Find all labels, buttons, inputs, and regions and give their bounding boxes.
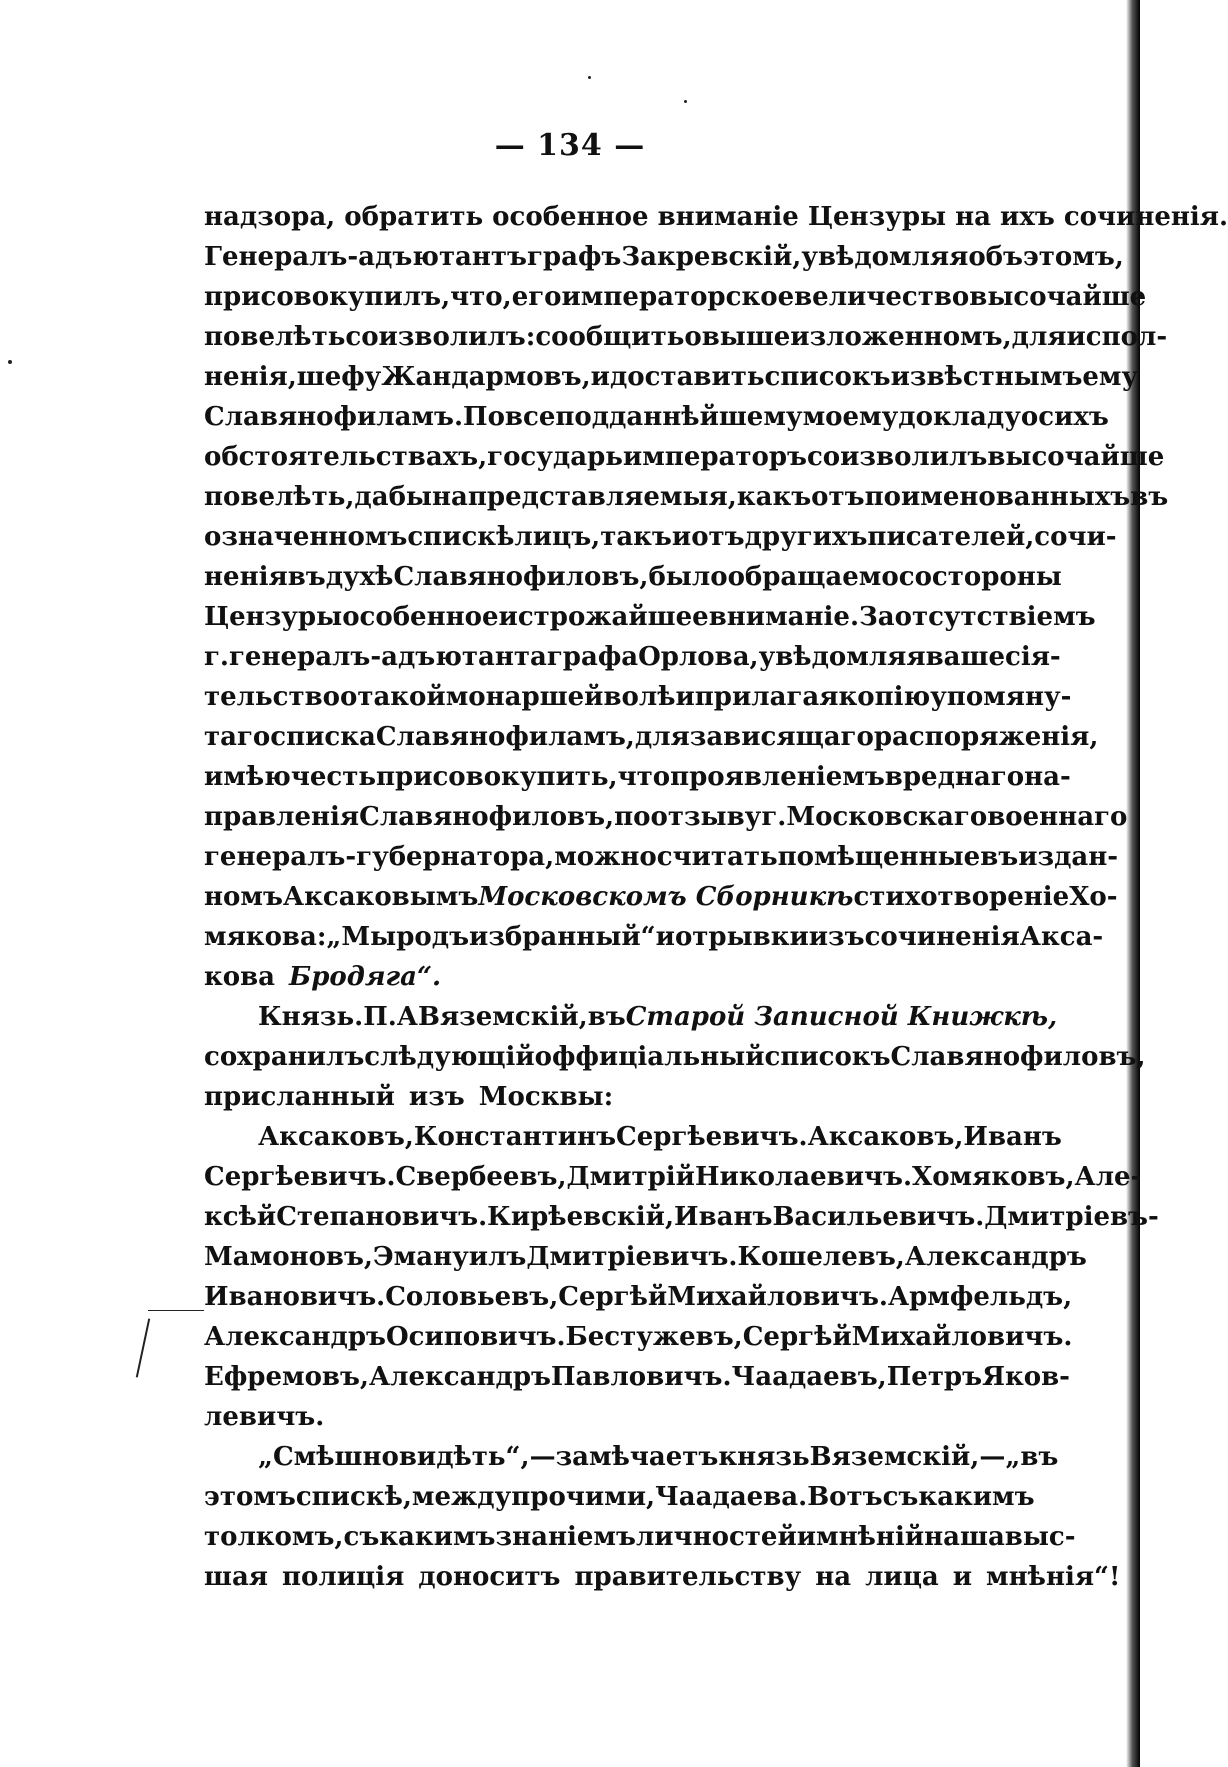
text-word: избранный“ xyxy=(469,922,656,952)
text-word: г. xyxy=(761,802,787,832)
text-word: Вотъ xyxy=(807,1482,883,1512)
text-line xyxy=(204,1477,1035,1517)
page-edge-shadow xyxy=(1126,0,1140,1767)
text-word: Сергѣевичъ. xyxy=(616,1122,808,1152)
text-line xyxy=(204,397,1109,437)
scan-speck xyxy=(8,360,12,364)
text-word: какимъ xyxy=(918,1482,1035,1512)
text-word: и xyxy=(590,362,610,392)
text-line xyxy=(204,1157,1142,1197)
text-word: повелѣть xyxy=(204,322,346,352)
text-word: Але- xyxy=(1074,1162,1142,1192)
text-word: генералъ-губернатора, xyxy=(204,842,555,872)
text-word: означенномъ xyxy=(204,522,408,552)
text-word: ксѣй xyxy=(204,1202,277,1232)
text-word: — xyxy=(979,1442,1006,1472)
text-word: г. xyxy=(204,642,229,672)
text-word: представляемыя, xyxy=(467,482,737,512)
page-number: — 134 — xyxy=(494,128,646,163)
text-word: высочайше xyxy=(987,442,1165,472)
text-word: строжайшее xyxy=(517,602,709,632)
text-word: Иванъ xyxy=(963,1122,1062,1152)
text-word: прочими, xyxy=(511,1482,656,1512)
text-word: Кирѣевскій, xyxy=(487,1202,674,1232)
text-word: соизволилъ xyxy=(806,442,988,472)
text-word: Михайловичъ. xyxy=(851,1322,1073,1352)
text-word: о xyxy=(684,322,702,352)
text-word: Соловьевъ, xyxy=(385,1282,559,1312)
text-word: Акса- xyxy=(1019,922,1104,952)
text-word: мякова: xyxy=(204,922,327,952)
text-word: съ xyxy=(343,1522,380,1552)
text-word: Константинъ xyxy=(413,1122,617,1152)
text-word: такой xyxy=(357,682,446,712)
text-word: со xyxy=(898,562,932,592)
text-word: вниманіе. xyxy=(708,602,860,632)
text-word: сихъ xyxy=(1038,402,1109,432)
text-line xyxy=(204,1237,1087,1277)
text-line xyxy=(204,877,1118,917)
text-word: духѣ xyxy=(325,562,394,592)
text-word: отъ xyxy=(691,522,745,552)
text-word: доставить xyxy=(609,362,765,392)
text-word: Ефремовъ, xyxy=(204,1362,369,1392)
text-word: упомяну- xyxy=(930,682,1072,712)
text-word: Жандармовъ, xyxy=(381,362,591,392)
text-word: Александръ xyxy=(204,1322,386,1352)
text-word: дабы xyxy=(354,482,432,512)
text-word: повелѣть, xyxy=(204,482,355,512)
text-word: соизволилъ: xyxy=(345,322,536,352)
text-word: помѣщенные xyxy=(777,842,981,872)
margin-pencil-mark xyxy=(148,1310,204,1311)
text-line xyxy=(204,1557,1121,1597)
text-word: „въ xyxy=(1005,1442,1059,1472)
text-word: Сергѣй xyxy=(742,1322,852,1352)
text-word: сія- xyxy=(1005,642,1061,672)
text-word: ненія xyxy=(204,562,288,592)
text-word: Чаадаевъ, xyxy=(731,1362,887,1392)
text-word: отзыву xyxy=(650,802,762,832)
text-word: генералъ-адъютанта xyxy=(228,642,547,672)
text-word: вышеизложенномъ, xyxy=(701,322,1012,352)
text-word: въ xyxy=(980,842,1019,872)
text-line xyxy=(204,837,1119,877)
text-word: Сергѣй xyxy=(558,1282,668,1312)
text-word: толкомъ, xyxy=(204,1522,344,1552)
text-word: увѣдомляя xyxy=(758,642,926,672)
text-word: писателей, xyxy=(867,522,1035,552)
text-word: съ xyxy=(882,1482,919,1512)
text-word: Славянофиламъ. xyxy=(204,402,464,432)
text-word: какъ xyxy=(736,482,812,512)
text-word: лица xyxy=(865,1562,939,1592)
text-word: Аксаковъ, xyxy=(258,1122,414,1152)
text-line xyxy=(204,1317,1073,1357)
text-word: объ xyxy=(968,242,1023,272)
text-word: П. xyxy=(363,1002,397,1032)
text-word: распоряженія, xyxy=(873,722,1099,752)
text-word: списокъ xyxy=(764,362,891,392)
text-word: Павловичъ. xyxy=(550,1362,732,1392)
text-word: и xyxy=(498,602,518,632)
text-line xyxy=(204,1117,1062,1157)
text-word: графа xyxy=(546,642,639,672)
text-word: отъ xyxy=(811,482,865,512)
italic-title-word: Московскомъ Сборникѣ xyxy=(478,882,854,912)
text-word: присовокупить, xyxy=(375,762,618,792)
text-line xyxy=(204,997,1058,1037)
text-line xyxy=(204,1357,1070,1397)
text-word: А xyxy=(396,1002,418,1032)
text-word: надзора, обратить особенное вниманіе Цензуры на ихъ сочиненія. xyxy=(204,202,1228,232)
text-word: Славянофиловъ, xyxy=(359,802,615,832)
text-word: Яков- xyxy=(982,1362,1070,1392)
text-word: такъ xyxy=(600,522,672,552)
text-word: можно xyxy=(554,842,657,872)
italic-title-word: Старой Записной Книжкѣ, xyxy=(625,1002,1058,1032)
text-word: на xyxy=(432,482,468,512)
text-word: что, xyxy=(450,282,512,312)
text-word: выс- xyxy=(1004,1522,1076,1552)
text-word: отсутствіемъ xyxy=(894,602,1096,632)
text-word: по xyxy=(614,802,651,832)
scan-speck xyxy=(684,100,687,103)
text-word: въ xyxy=(587,1002,626,1032)
text-word: испол- xyxy=(1066,322,1168,352)
text-word: Армфельдъ, xyxy=(887,1282,1073,1312)
text-word: наша xyxy=(924,1522,1005,1552)
text-word: Сергѣевичъ. xyxy=(204,1162,396,1192)
text-word: лицъ, xyxy=(514,522,601,552)
text-word: замѣчаетъ xyxy=(555,1442,719,1472)
text-word: присовокупилъ, xyxy=(204,282,451,312)
text-line xyxy=(204,1437,1059,1477)
text-word: родъ xyxy=(396,922,470,952)
text-word: знаніемъ xyxy=(495,1522,636,1552)
text-word: волѣ xyxy=(603,682,676,712)
text-word: левичъ. xyxy=(204,1402,325,1432)
text-word: высочайше xyxy=(969,282,1147,312)
text-word: всеподданнѣйшему xyxy=(504,402,803,432)
text-word: правленія xyxy=(204,802,360,832)
text-word: присланный xyxy=(204,1082,395,1112)
text-word: военнаго xyxy=(987,802,1128,832)
text-word: изъ xyxy=(808,922,865,952)
text-line xyxy=(204,1197,1159,1237)
text-word: было xyxy=(648,562,728,592)
text-word: Иванъ xyxy=(674,1202,773,1232)
text-word: ненія, xyxy=(204,362,297,392)
text-word: и xyxy=(675,682,695,712)
text-word: сочи- xyxy=(1034,522,1117,552)
text-word: изъ xyxy=(408,1082,465,1112)
body-text xyxy=(204,197,1228,1597)
text-word: императорское xyxy=(561,282,795,312)
text-word: считать xyxy=(656,842,778,872)
text-word: Свербеевъ, xyxy=(395,1162,567,1192)
text-line xyxy=(204,957,1024,997)
text-word: обращаемо xyxy=(727,562,899,592)
text-line xyxy=(204,637,1061,677)
text-word: и xyxy=(952,1562,973,1592)
text-word: отрывки xyxy=(674,922,809,952)
text-word: За xyxy=(859,602,895,632)
text-word: Славянофиламъ, xyxy=(375,722,635,752)
text-line xyxy=(204,797,1128,837)
text-word: Цензуры xyxy=(204,602,343,632)
text-word: для xyxy=(634,722,690,752)
text-line xyxy=(204,1277,1073,1317)
text-word: на xyxy=(815,1562,852,1592)
text-word: тельство xyxy=(204,682,340,712)
text-word: По xyxy=(463,402,505,432)
text-word: мнѣній xyxy=(816,1522,925,1552)
text-word: Дмитріевичъ. xyxy=(526,1242,738,1272)
text-word: стихотвореніе xyxy=(853,882,1070,912)
scan-speck xyxy=(588,76,591,79)
text-word: сохранилъ xyxy=(204,1042,365,1072)
text-word: Михайловичъ. xyxy=(667,1282,888,1312)
text-word: Вяземскій, xyxy=(809,1442,980,1472)
text-word: этомъ, xyxy=(1022,242,1124,272)
text-line xyxy=(204,437,1165,477)
text-word: Эмануилъ xyxy=(373,1242,527,1272)
text-word: Москвы: xyxy=(478,1082,614,1112)
text-word: государь xyxy=(487,442,623,472)
text-word: Чаадаева. xyxy=(655,1482,808,1512)
text-word: князь xyxy=(718,1442,810,1472)
text-word: Хомяковъ, xyxy=(912,1162,1075,1192)
text-line xyxy=(204,197,1228,237)
text-word: Славянофиловъ, xyxy=(890,1042,1146,1072)
text-word: Васильевичъ. xyxy=(772,1202,985,1232)
text-word: сообщить xyxy=(535,322,685,352)
text-word: ваше xyxy=(925,642,1005,672)
text-word: Хо- xyxy=(1069,882,1118,912)
text-word: и xyxy=(796,1522,817,1552)
text-word: этомъ xyxy=(204,1482,296,1512)
text-word: Мамоновъ, xyxy=(204,1242,373,1272)
text-word: моему xyxy=(802,402,899,432)
text-line xyxy=(204,237,1124,277)
text-word: номъ xyxy=(204,882,283,912)
text-word: обстоятельствахъ, xyxy=(204,442,488,472)
text-word: правительству xyxy=(574,1562,802,1592)
text-line xyxy=(204,677,1072,717)
text-word: имѣю xyxy=(204,762,291,792)
text-word: и xyxy=(655,922,675,952)
text-word: что xyxy=(617,762,671,792)
text-word: другихъ xyxy=(744,522,868,552)
text-word: Генералъ-адъютантъ xyxy=(204,242,527,272)
text-word: копію xyxy=(838,682,931,712)
text-word: въ xyxy=(287,562,326,592)
text-word: въ xyxy=(1130,482,1169,512)
text-line xyxy=(204,477,1169,517)
text-word: Кошелевъ, xyxy=(737,1242,905,1272)
text-line xyxy=(204,1077,1024,1117)
text-word: на- xyxy=(1024,762,1071,792)
text-line xyxy=(204,717,1099,757)
text-word: проявленіемъ xyxy=(670,762,885,792)
text-word: стороны xyxy=(931,562,1062,592)
text-word: таго xyxy=(204,722,271,752)
text-word: ему xyxy=(1082,362,1139,392)
italic-title-word: Бродяга“. xyxy=(289,962,442,992)
text-word: Дмитріевъ- xyxy=(984,1202,1159,1232)
text-word: Александръ xyxy=(904,1242,1087,1272)
text-word: Петръ xyxy=(886,1362,983,1392)
text-word: величество xyxy=(794,282,970,312)
text-word: Дмитрій xyxy=(566,1162,695,1192)
text-line xyxy=(204,317,1168,357)
text-word: Орлова, xyxy=(638,642,759,672)
text-line xyxy=(204,917,1104,957)
text-word: спискѣ, xyxy=(295,1482,412,1512)
text-word: императоръ xyxy=(622,442,807,472)
text-word: оффиціальный xyxy=(534,1042,765,1072)
text-word: извѣстнымъ xyxy=(890,362,1083,392)
text-word: Князь. xyxy=(258,1002,364,1032)
text-word: Николаевичъ. xyxy=(694,1162,913,1192)
text-word: для xyxy=(1011,322,1067,352)
text-line xyxy=(204,1517,1076,1557)
text-word: шефу xyxy=(296,362,382,392)
text-word: спискѣ xyxy=(407,522,515,552)
text-word: и xyxy=(671,522,692,552)
text-word: докладу xyxy=(898,402,1021,432)
text-word: честь xyxy=(290,762,376,792)
text-word: „Смѣшно xyxy=(258,1442,399,1472)
text-word: списка xyxy=(270,722,376,752)
text-word: поименованныхъ xyxy=(864,482,1131,512)
text-line xyxy=(204,1397,1024,1437)
text-word: Вяземскій, xyxy=(417,1002,588,1032)
text-line xyxy=(204,597,1096,637)
text-word: видѣть“, xyxy=(398,1442,530,1472)
text-word: прилагая xyxy=(694,682,839,712)
text-line xyxy=(204,757,1071,797)
text-word: шая xyxy=(204,1562,268,1592)
text-word: Ивановичъ. xyxy=(204,1282,386,1312)
text-word: Славянофиловъ, xyxy=(393,562,649,592)
text-word: между xyxy=(411,1482,512,1512)
text-word: мнѣнія“! xyxy=(986,1562,1121,1592)
text-word: кова xyxy=(204,962,276,992)
text-word: Бестужевъ, xyxy=(565,1322,743,1352)
text-word: графъ xyxy=(526,242,622,272)
text-word: „Мы xyxy=(326,922,397,952)
text-word: монаршей xyxy=(445,682,604,712)
text-line xyxy=(204,357,1139,397)
text-word: Степановичъ. xyxy=(276,1202,488,1232)
text-word: сочиненія xyxy=(864,922,1020,952)
text-word: его xyxy=(511,282,562,312)
text-word: доноситъ xyxy=(418,1562,561,1592)
text-word: Московскаго xyxy=(786,802,988,832)
text-word: о xyxy=(339,682,358,712)
text-word: Аксаковъ, xyxy=(807,1122,964,1152)
text-word: особенное xyxy=(342,602,499,632)
text-word: слѣдующій xyxy=(364,1042,535,1072)
text-word: увѣдомляя xyxy=(801,242,969,272)
margin-pencil-mark xyxy=(136,1318,150,1377)
text-word: о xyxy=(1020,402,1039,432)
text-word: списокъ xyxy=(764,1042,891,1072)
text-word: зависящаго xyxy=(689,722,874,752)
text-line xyxy=(204,1037,1146,1077)
text-line xyxy=(204,517,1117,557)
text-word: полиція xyxy=(282,1562,405,1592)
text-word: Александръ xyxy=(368,1362,551,1392)
text-word: — xyxy=(529,1442,556,1472)
text-word: личностей xyxy=(635,1522,797,1552)
text-word: какимъ xyxy=(379,1522,496,1552)
text-line xyxy=(204,557,1062,597)
text-line xyxy=(204,277,1147,317)
text-word: издан- xyxy=(1018,842,1119,872)
text-word: вреднаго xyxy=(884,762,1025,792)
text-word: Закревскій, xyxy=(621,242,802,272)
text-word: Аксаковымъ xyxy=(282,882,479,912)
text-word: Осиповичъ. xyxy=(386,1322,566,1352)
